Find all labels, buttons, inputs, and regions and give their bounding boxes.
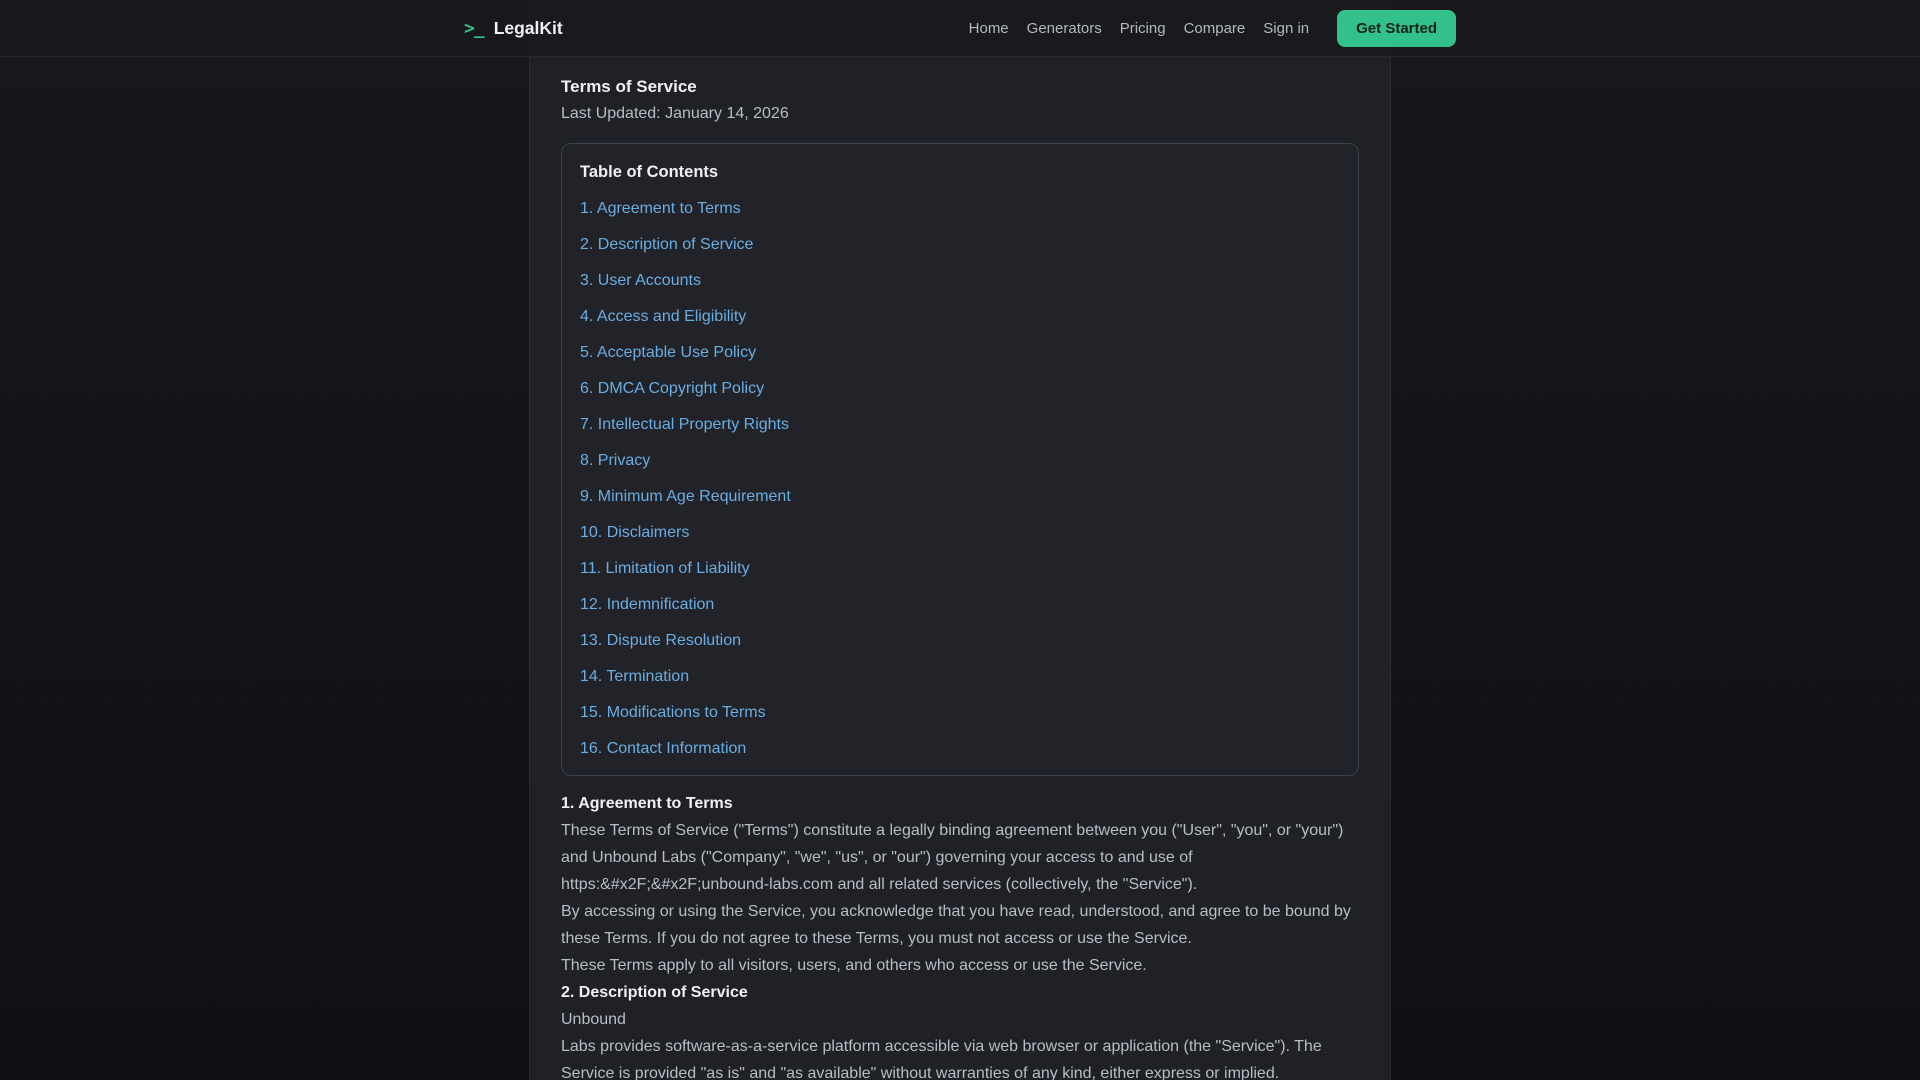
paragraph: Labs provides software-as-a-service platform accessible via web browser or application (the "Service"). The Service is provided "as is" and "as available" without warranties of any kind, either express or implied. (561, 1038, 1322, 1080)
nav-link-compare[interactable]: Compare (1183, 19, 1246, 37)
toc-link-description-of-service[interactable]: 2. Description of Service (580, 236, 754, 253)
toc-title: Table of Contents (580, 163, 719, 181)
toc-link-dispute-resolution[interactable]: 13. Dispute Resolution (580, 632, 741, 649)
document-body (561, 73, 1359, 1080)
navbar-container (464, 0, 1456, 56)
paragraph: Unbound (561, 1011, 626, 1028)
brand-logo[interactable] (464, 18, 563, 39)
content-panel (529, 0, 1391, 1080)
top-navbar (0, 0, 1920, 57)
get-started-button[interactable]: Get Started (1337, 10, 1456, 47)
toc-link-termination[interactable]: 14. Termination (580, 668, 690, 685)
toc-link-limitation-of-liability[interactable]: 11. Limitation of Liability (580, 560, 750, 577)
toc-link-dmca-copyright-policy[interactable]: 6. DMCA Copyright Policy (580, 380, 765, 397)
toc-link-modifications-to-terms[interactable]: 15. Modifications to Terms (580, 704, 766, 721)
paragraph: These Terms apply to all visitors, users, and others who access or use the Service. (561, 957, 1147, 974)
toc-link-acceptable-use-policy[interactable]: 5. Acceptable Use Policy (580, 344, 757, 361)
section-agreement-to-terms (561, 790, 1359, 979)
toc-link-access-and-eligibility[interactable]: 4. Access and Eligibility (580, 308, 747, 325)
primary-nav (969, 10, 1456, 47)
toc-link-indemnification[interactable]: 12. Indemnification (580, 596, 715, 613)
nav-link-home[interactable]: Home (968, 19, 1009, 37)
toc-link-contact-information[interactable]: 16. Contact Information (580, 740, 747, 757)
paragraph: These Terms of Service ("Terms") constitute a legally binding agreement between you ("User", "you", or "your") and Unbound Labs ("Company", "we", "us", or "our") governing your access to and use of https:&#x2F;&#x2F;unbound-labs.com and all related services (collectively, the "Service"). (561, 822, 1344, 893)
table-of-contents (561, 143, 1359, 776)
brand-name: LegalKit (493, 17, 563, 38)
section-description-of-service (561, 979, 1359, 1080)
nav-link-sign-in[interactable]: Sign in (1263, 19, 1310, 37)
toc-link-intellectual-property-rights[interactable]: 7. Intellectual Property Rights (580, 416, 789, 433)
section-heading: 1. Agreement to Terms (561, 795, 733, 812)
toc-link-agreement-to-terms[interactable]: 1. Agreement to Terms (580, 200, 741, 217)
paragraph: By accessing or using the Service, you acknowledge that you have read, understood, and agree to be bound by these Terms. If you do not agree to these Terms, you must not access or use the Service. (561, 903, 1351, 947)
toc-link-minimum-age-requirement[interactable]: 9. Minimum Age Requirement (580, 488, 791, 505)
last-updated: Last Updated: January 14, 2026 (561, 105, 789, 122)
toc-link-privacy[interactable]: 8. Privacy (580, 452, 651, 469)
toc-link-disclaimers[interactable]: 10. Disclaimers (580, 524, 690, 541)
nav-link-generators[interactable]: Generators (1026, 19, 1102, 37)
toc-link-user-accounts[interactable]: 3. User Accounts (580, 272, 701, 289)
page-title: Terms of Service (561, 77, 697, 96)
terminal-prompt-icon: >_ (464, 17, 484, 39)
nav-link-pricing[interactable]: Pricing (1119, 19, 1166, 37)
section-heading: 2. Description of Service (561, 984, 748, 1001)
